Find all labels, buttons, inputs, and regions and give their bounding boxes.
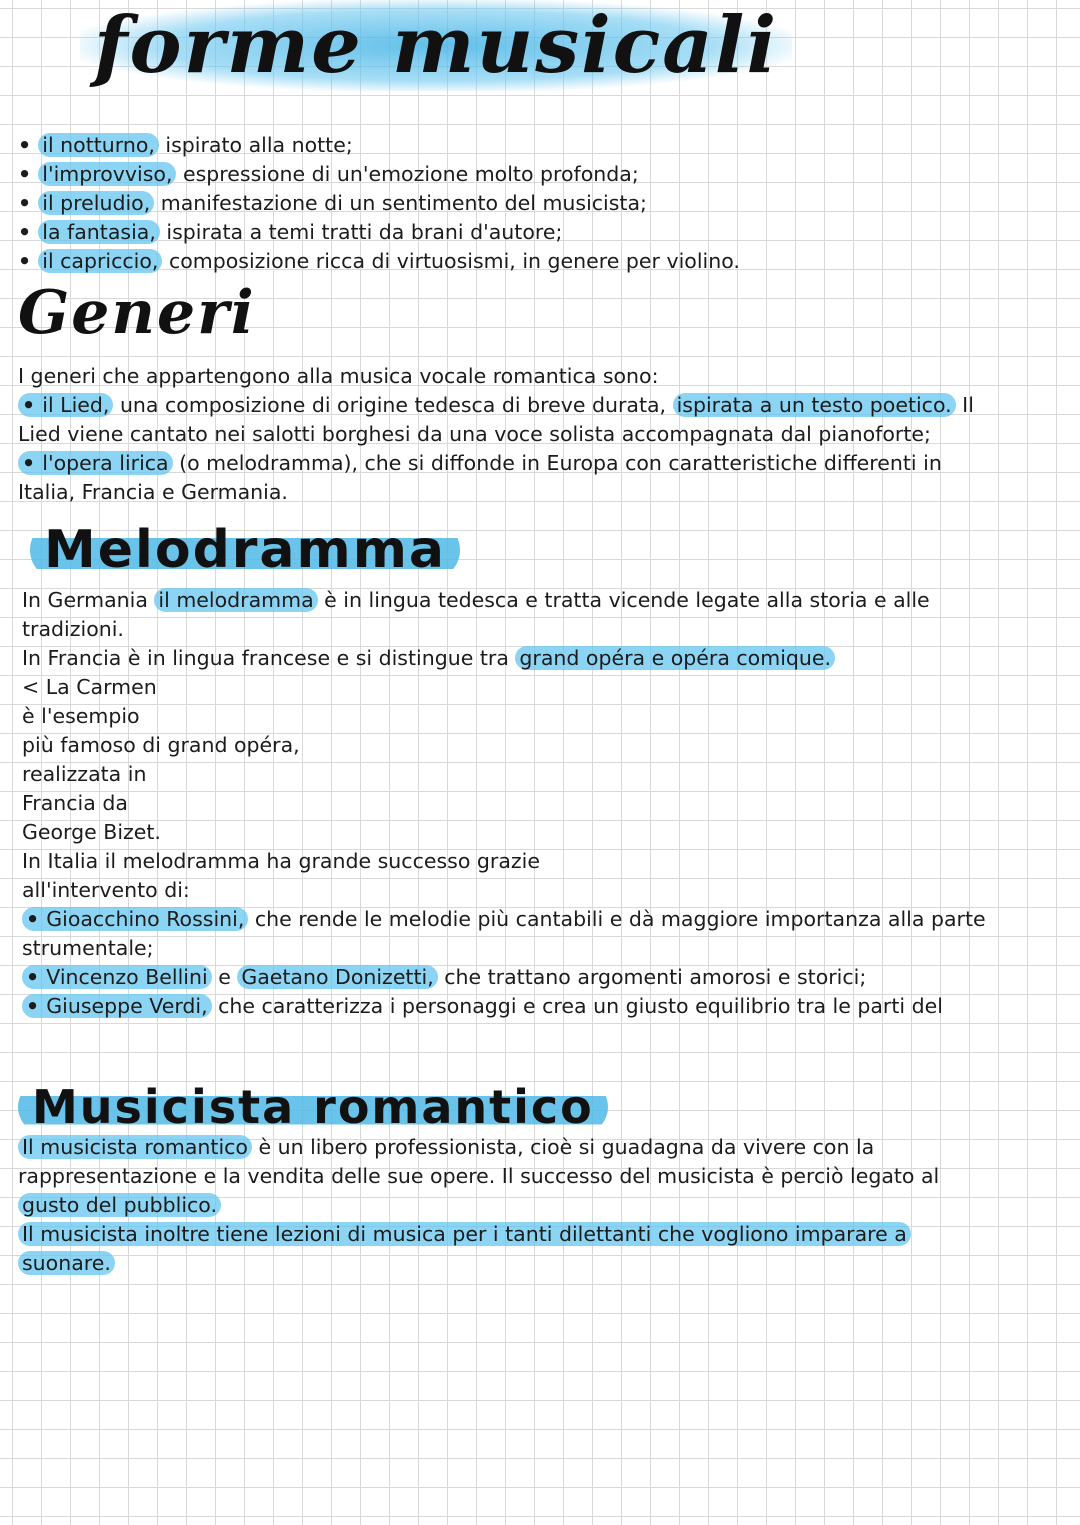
musicista-heading: Musicista romantico bbox=[18, 1080, 608, 1134]
highlighted-term: l'opera lirica bbox=[42, 451, 169, 475]
list-item: • il notturno, ispirato alla notte; bbox=[18, 133, 353, 157]
highlighted-phrase: grand opéra e opéra comique. bbox=[515, 646, 835, 670]
generi-intro: I generi che appartengono alla musica vocale romantica sono: bbox=[18, 364, 659, 388]
list-item: • l'opera lirica (o melodramma), che si diffonde in Europa con caratteristiche differenti in bbox=[18, 449, 1068, 478]
highlighted-term: la fantasia, bbox=[38, 220, 160, 244]
generi-heading: Generi bbox=[18, 278, 256, 348]
list-item: • Vincenzo Bellini e Gaetano Donizetti, che trattano argomenti amorosi e storici; bbox=[22, 963, 1072, 992]
melodramma-section: In Germania il melodramma è in lingua tedesca e tratta vicende legate alla storia e alle tradizioni. In Francia è in lingua francese e si distingue tra grand opéra e opéra comique. < La Carmen è l'esempio più famoso di grand opéra, realizzata in Francia da George Bizet. In Italia il melodramma ha grande successo grazie all'intervento di: • Gioacchino Rossini, che rende le melodie più cantabili e dà maggiore importanza alla parte strumentale; • Vincenzo Bellini e Gaetano Donizetti, che trattano argomenti amorosi e storici; • Giuseppe Verdi, che caratterizza i personaggi e crea un giusto equilibrio tra le parti del bbox=[22, 586, 1072, 1021]
melodramma-heading: Melodramma bbox=[30, 520, 460, 580]
highlighted-term: il notturno, bbox=[38, 133, 159, 157]
musicista-section: Il musicista romantico è un libero professionista, cioè si guadagna da vivere con la rappresentazione e la vendita delle sue opere. Il successo del musicista è perciò legato al gusto del pubblico. Il musicista inoltre tiene lezioni di musica per i tanti dilettanti che vogliono imparare a suonare. bbox=[18, 1135, 940, 1275]
generi-section: I generi che appartengono alla musica vocale romantica sono: • il Lied, una composizione di origine tedesca di breve durata, ispirata a un testo poetico. Il Lied viene cantato nei salotti borghesi da una voce solista accompagnata dal pianoforte; • l'opera lirica (o melodramma), che si diffonde in Europa con caratteristiche differenti in Italia, Francia e Germania. bbox=[18, 362, 1068, 507]
forme-list bbox=[18, 131, 1068, 276]
highlighted-term: il capriccio, bbox=[38, 249, 162, 273]
highlighted-term: Vincenzo Bellini bbox=[46, 965, 208, 989]
highlighted-term: Giuseppe Verdi, bbox=[46, 994, 208, 1018]
list-item: • il Lied, una composizione di origine tedesca di breve durata, ispirata a un testo poetico. Il bbox=[18, 391, 1068, 420]
highlighted-term: Gaetano Donizetti, bbox=[237, 965, 437, 989]
highlighted-term: l'improvviso, bbox=[38, 162, 176, 186]
list-item: • Giuseppe Verdi, che caratterizza i personaggi e crea un giusto equilibrio tra le parti del bbox=[22, 992, 1072, 1021]
carmen-note: < La Carmen bbox=[22, 675, 157, 699]
highlighted-term: Gioacchino Rossini, bbox=[46, 907, 245, 931]
highlighted-phrase: gusto del pubblico. bbox=[18, 1193, 221, 1217]
list-item: • Gioacchino Rossini, che rende le melodie più cantabili e dà maggiore importanza alla parte bbox=[22, 905, 1072, 934]
highlighted-phrase: Il musicista inoltre tiene lezioni di musica per i tanti dilettanti che vogliono imparare a bbox=[18, 1222, 911, 1246]
list-item: • il preludio, manifestazione di un sentimento del musicista; bbox=[18, 191, 647, 215]
list-item: • la fantasia, ispirata a temi tratti da brani d'autore; bbox=[18, 220, 563, 244]
page-title: forme musicali bbox=[80, 0, 792, 91]
highlighted-term: il melodramma bbox=[154, 588, 317, 612]
highlighted-phrase: suonare. bbox=[18, 1251, 115, 1275]
list-item: • l'improvviso, espressione di un'emozione molto profonda; bbox=[18, 162, 639, 186]
highlighted-phrase: ispirata a un testo poetico. bbox=[673, 393, 956, 417]
highlighted-term: il preludio, bbox=[38, 191, 154, 215]
highlighted-term: il Lied, bbox=[42, 393, 110, 417]
list-item: • il capriccio, composizione ricca di virtuosismi, in genere per violino. bbox=[18, 249, 740, 273]
highlighted-term: Il musicista romantico bbox=[18, 1135, 252, 1159]
